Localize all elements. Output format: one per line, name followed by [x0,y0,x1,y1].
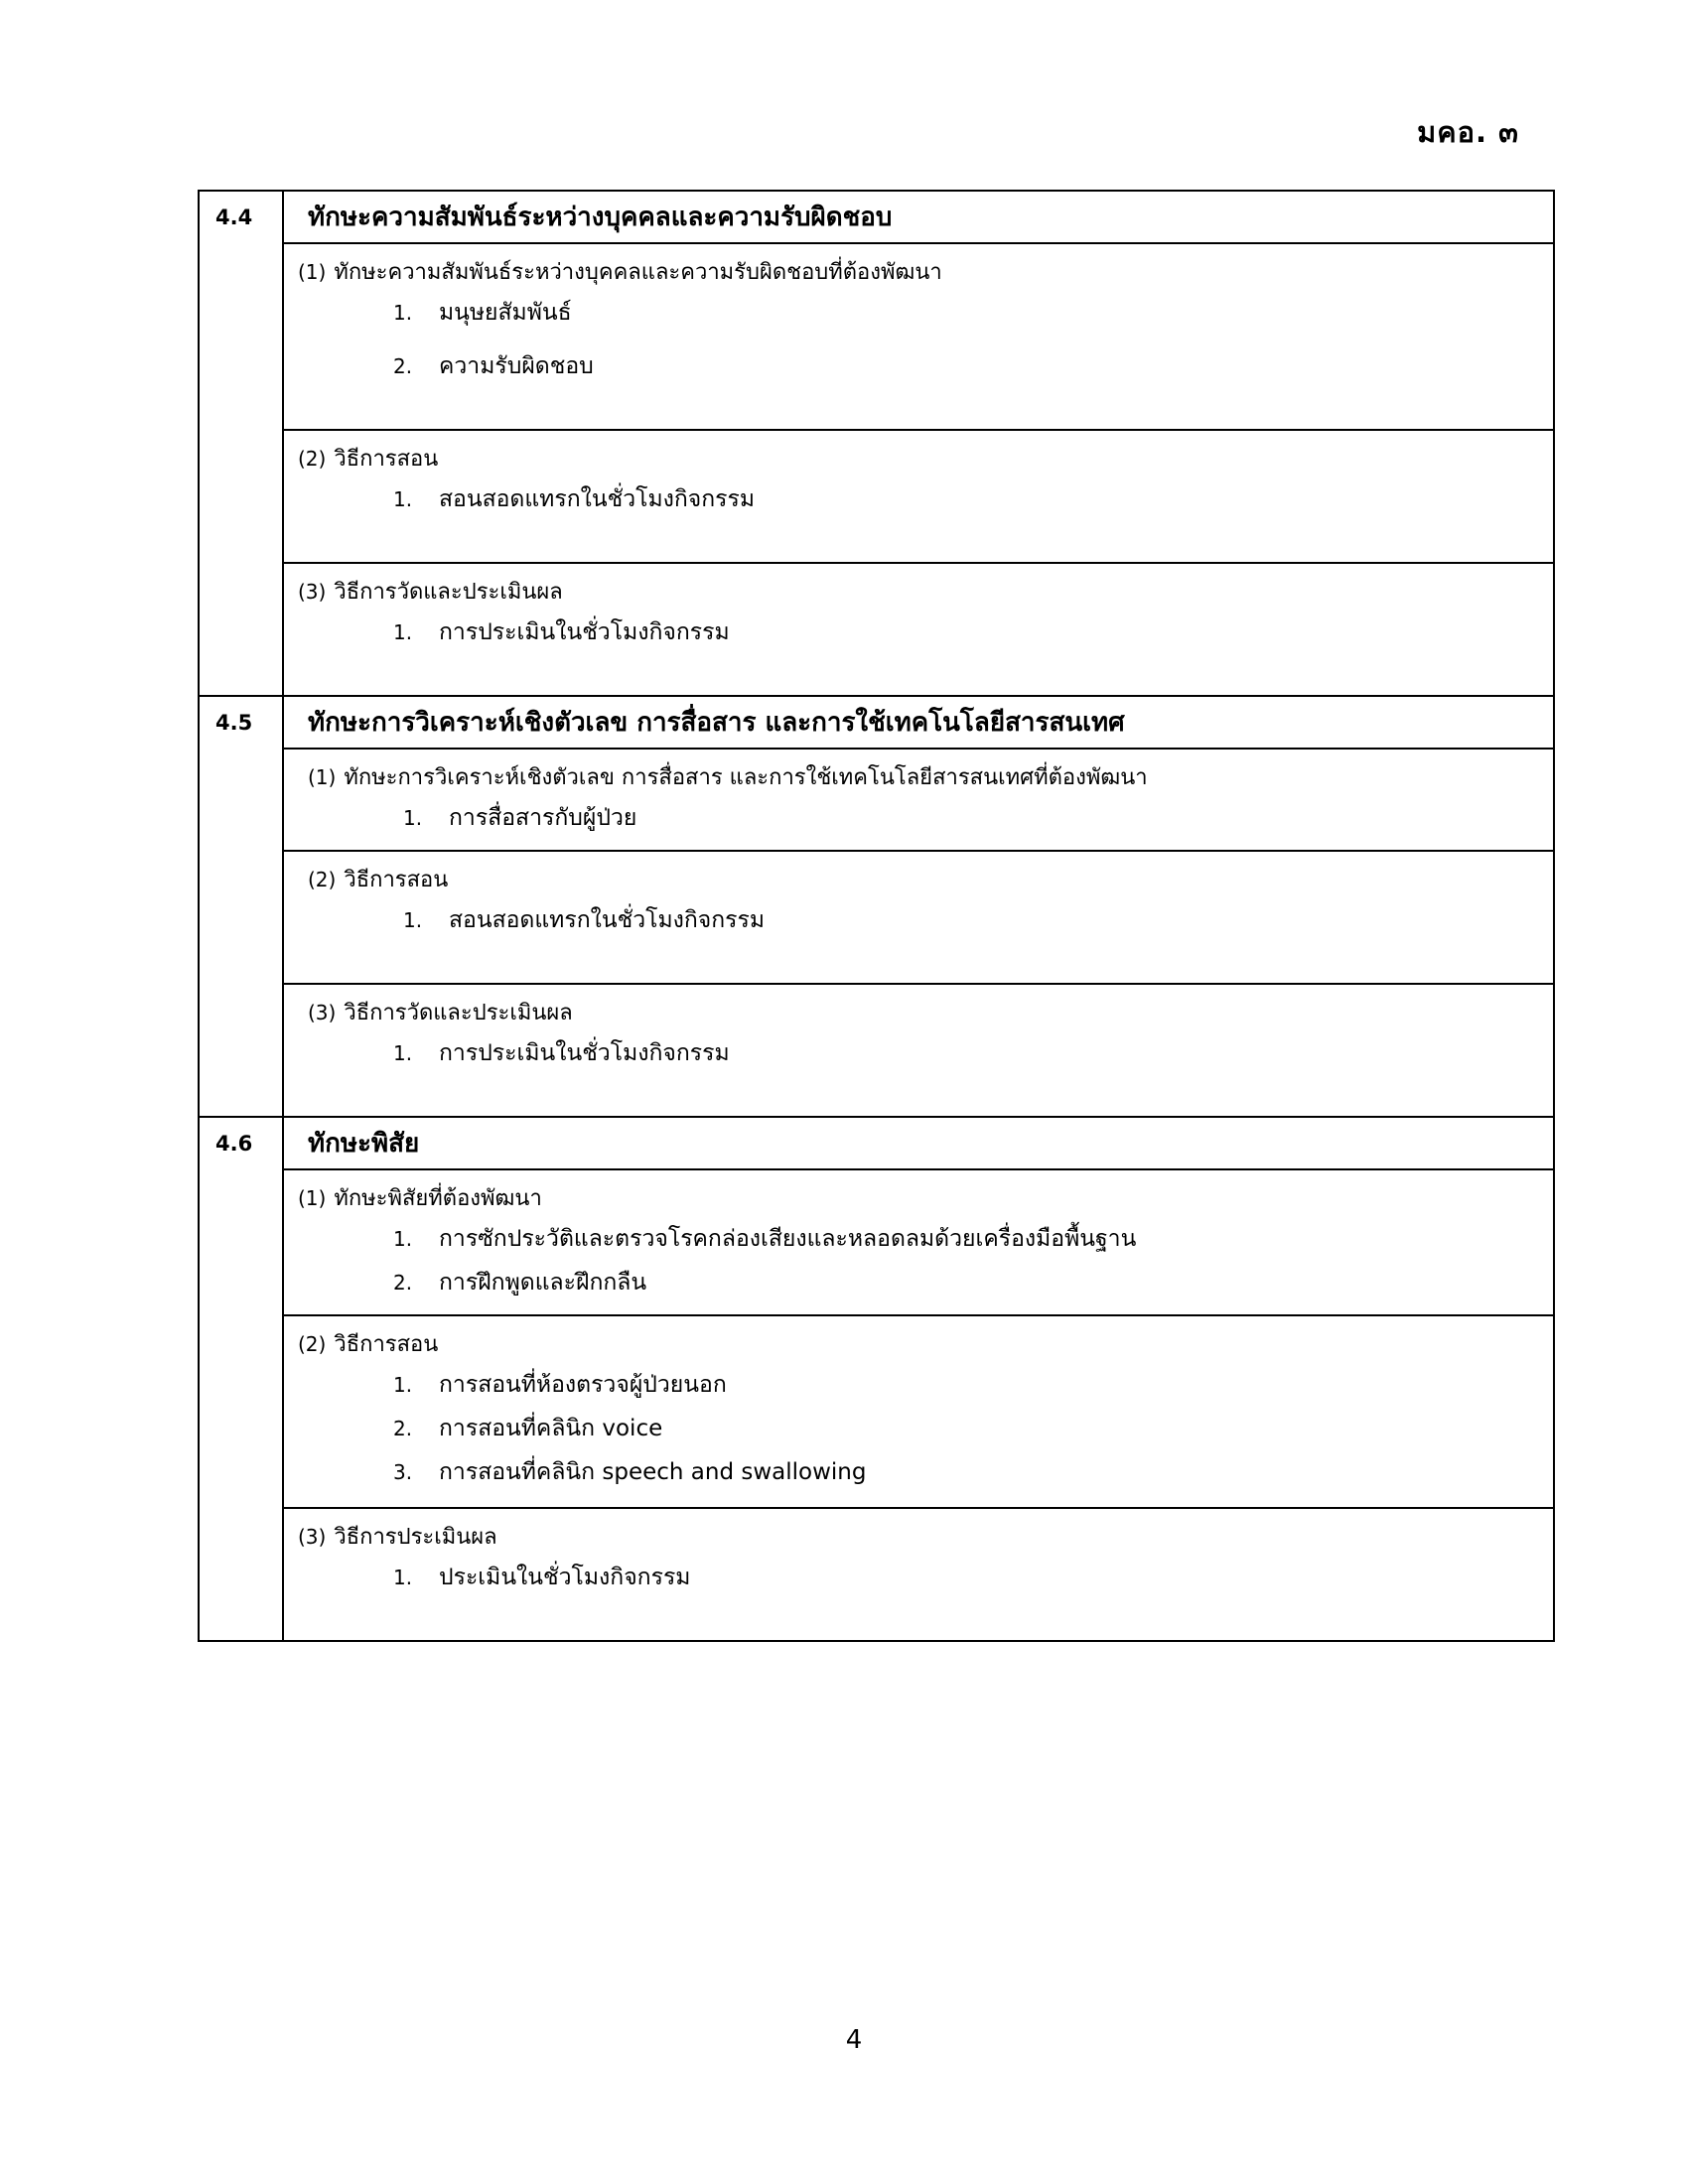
subsection-title: วิธีการวัดและประเมินผล [344,1001,573,1025]
section-header-row [199,191,1554,243]
list-item-text: การสอนที่ห้องตรวจผู้ป่วยนอก [439,1372,727,1398]
subsection-cell [283,984,1554,1117]
list-item-number: 2. [393,1271,413,1295]
list-item-number: 1. [393,487,413,511]
section-header-row [199,696,1554,749]
subsection-row [199,749,1554,851]
list-item [393,1031,1553,1075]
subsection-title: ทักษะความสัมพันธ์ระหว่างบุคคลและความรับผิดชอบที่ต้องพัฒนา [334,260,942,285]
list-item [403,898,1553,942]
subsection-header [298,1326,1553,1363]
subsection-cell [283,1508,1554,1641]
list-item [393,1556,1553,1599]
subsection-cell [283,851,1554,984]
list-item-text: การสื่อสารกับผู้ป่วย [449,805,637,831]
subsection-header [298,1519,1553,1556]
subsection-row [199,1169,1554,1315]
list-item-text: การฝึกพูดและฝึกกลืน [439,1270,647,1296]
list-item-number: 1. [393,1227,413,1251]
list-item-number: 1. [403,908,423,932]
subsection-title: ทักษะการวิเคราะห์เชิงตัวเลข การสื่อสาร และการใช้เทคโนโลยีสารสนเทศที่ต้องพัฒนา [344,765,1148,790]
document-code: มคอ. ๓ [1417,115,1519,149]
list-item [393,611,1553,654]
subsection-row [199,1508,1554,1641]
list-item-number: 2. [393,354,413,378]
list-item-text: การประเมินในชั่วโมงกิจกรรม [439,1040,730,1066]
list-item-number: 1. [393,1566,413,1589]
subsection-row [199,243,1554,430]
subsection-header [298,574,1553,611]
list-item-number: 1. [393,1373,413,1397]
subsection-row [199,1315,1554,1508]
subsection-header [308,862,1553,898]
list-item-text: การซักประวัติและตรวจโรคกล่องเสียงและหลอดลมด้วยเครื่องมือพื้นฐาน [439,1226,1137,1252]
subsection-cell [283,749,1554,851]
subsection-cell [283,563,1554,696]
section-title: ทักษะการวิเคราะห์เชิงตัวเลข การสื่อสาร และการใช้เทคโนโลยีสารสนเทศ [283,696,1554,749]
subsection-header [298,254,1553,291]
list-item-number: 3. [393,1460,413,1484]
section-number: 4.5 [199,696,283,1117]
list-item [393,1450,1553,1494]
subsection-header [298,441,1553,478]
list-item [393,291,1553,335]
subsection-index: (1) [298,260,327,284]
subsection-title: ทักษะพิสัยที่ต้องพัฒนา [334,1186,542,1211]
list-item-number: 1. [393,620,413,644]
subsection-cell [283,430,1554,563]
list-item-number: 1. [403,806,423,830]
list-item [393,1217,1553,1261]
subsection-cell [283,1315,1554,1508]
subsection-index: (1) [308,765,337,789]
subsection-row [199,851,1554,984]
list-item-text: มนุษยสัมพันธ์ [439,300,572,326]
subsection-title: วิธีการสอน [334,1332,439,1357]
subsection-row [199,984,1554,1117]
section-title: ทักษะความสัมพันธ์ระหว่างบุคคลและความรับผิดชอบ [283,191,1554,243]
subsection-title: วิธีการวัดและประเมินผล [334,580,563,605]
skills-table [198,190,1555,1642]
list-item [403,796,1553,840]
subsection-index: (1) [298,1186,327,1210]
subsection-index: (2) [298,1332,327,1356]
list-item-number: 1. [393,1041,413,1065]
subsection-title: วิธีการสอน [334,447,439,472]
list-item-text: ประเมินในชั่วโมงกิจกรรม [439,1565,691,1590]
subsection-title: วิธีการสอน [344,868,449,892]
subsection-index: (2) [298,447,327,471]
subsection-index: (3) [298,580,327,604]
subsection-cell [283,243,1554,430]
list-item [393,1363,1553,1407]
subsection-index: (3) [308,1001,337,1024]
subsection-index: (3) [298,1525,327,1549]
section-number: 4.4 [199,191,283,696]
list-item-text: สอนสอดแทรกในชั่วโมงกิจกรรม [439,486,756,512]
list-item-number: 1. [393,301,413,325]
list-item [393,478,1553,521]
subsection-header [298,1180,1553,1217]
subsection-cell [283,1169,1554,1315]
subsection-header [308,759,1553,796]
subsection-row [199,563,1554,696]
section-number: 4.6 [199,1117,283,1641]
list-item-text: การประเมินในชั่วโมงกิจกรรม [439,619,730,645]
list-item [393,1261,1553,1304]
list-item-number: 2. [393,1417,413,1440]
list-item [393,344,1553,388]
list-item-text: สอนสอดแทรกในชั่วโมงกิจกรรม [449,907,766,933]
subsection-row [199,430,1554,563]
list-item-text: การสอนที่คลินิก voice [439,1416,663,1441]
subsection-title: วิธีการประเมินผล [334,1525,497,1550]
subsection-header [308,995,1553,1031]
subsection-index: (2) [308,868,337,891]
page-number: 4 [845,2025,863,2055]
list-item-text: การสอนที่คลินิก speech and swallowing [439,1459,867,1485]
list-item [393,1407,1553,1450]
section-title: ทักษะพิสัย [283,1117,1554,1169]
section-header-row [199,1117,1554,1169]
list-item-text: ความรับผิดชอบ [439,353,594,379]
